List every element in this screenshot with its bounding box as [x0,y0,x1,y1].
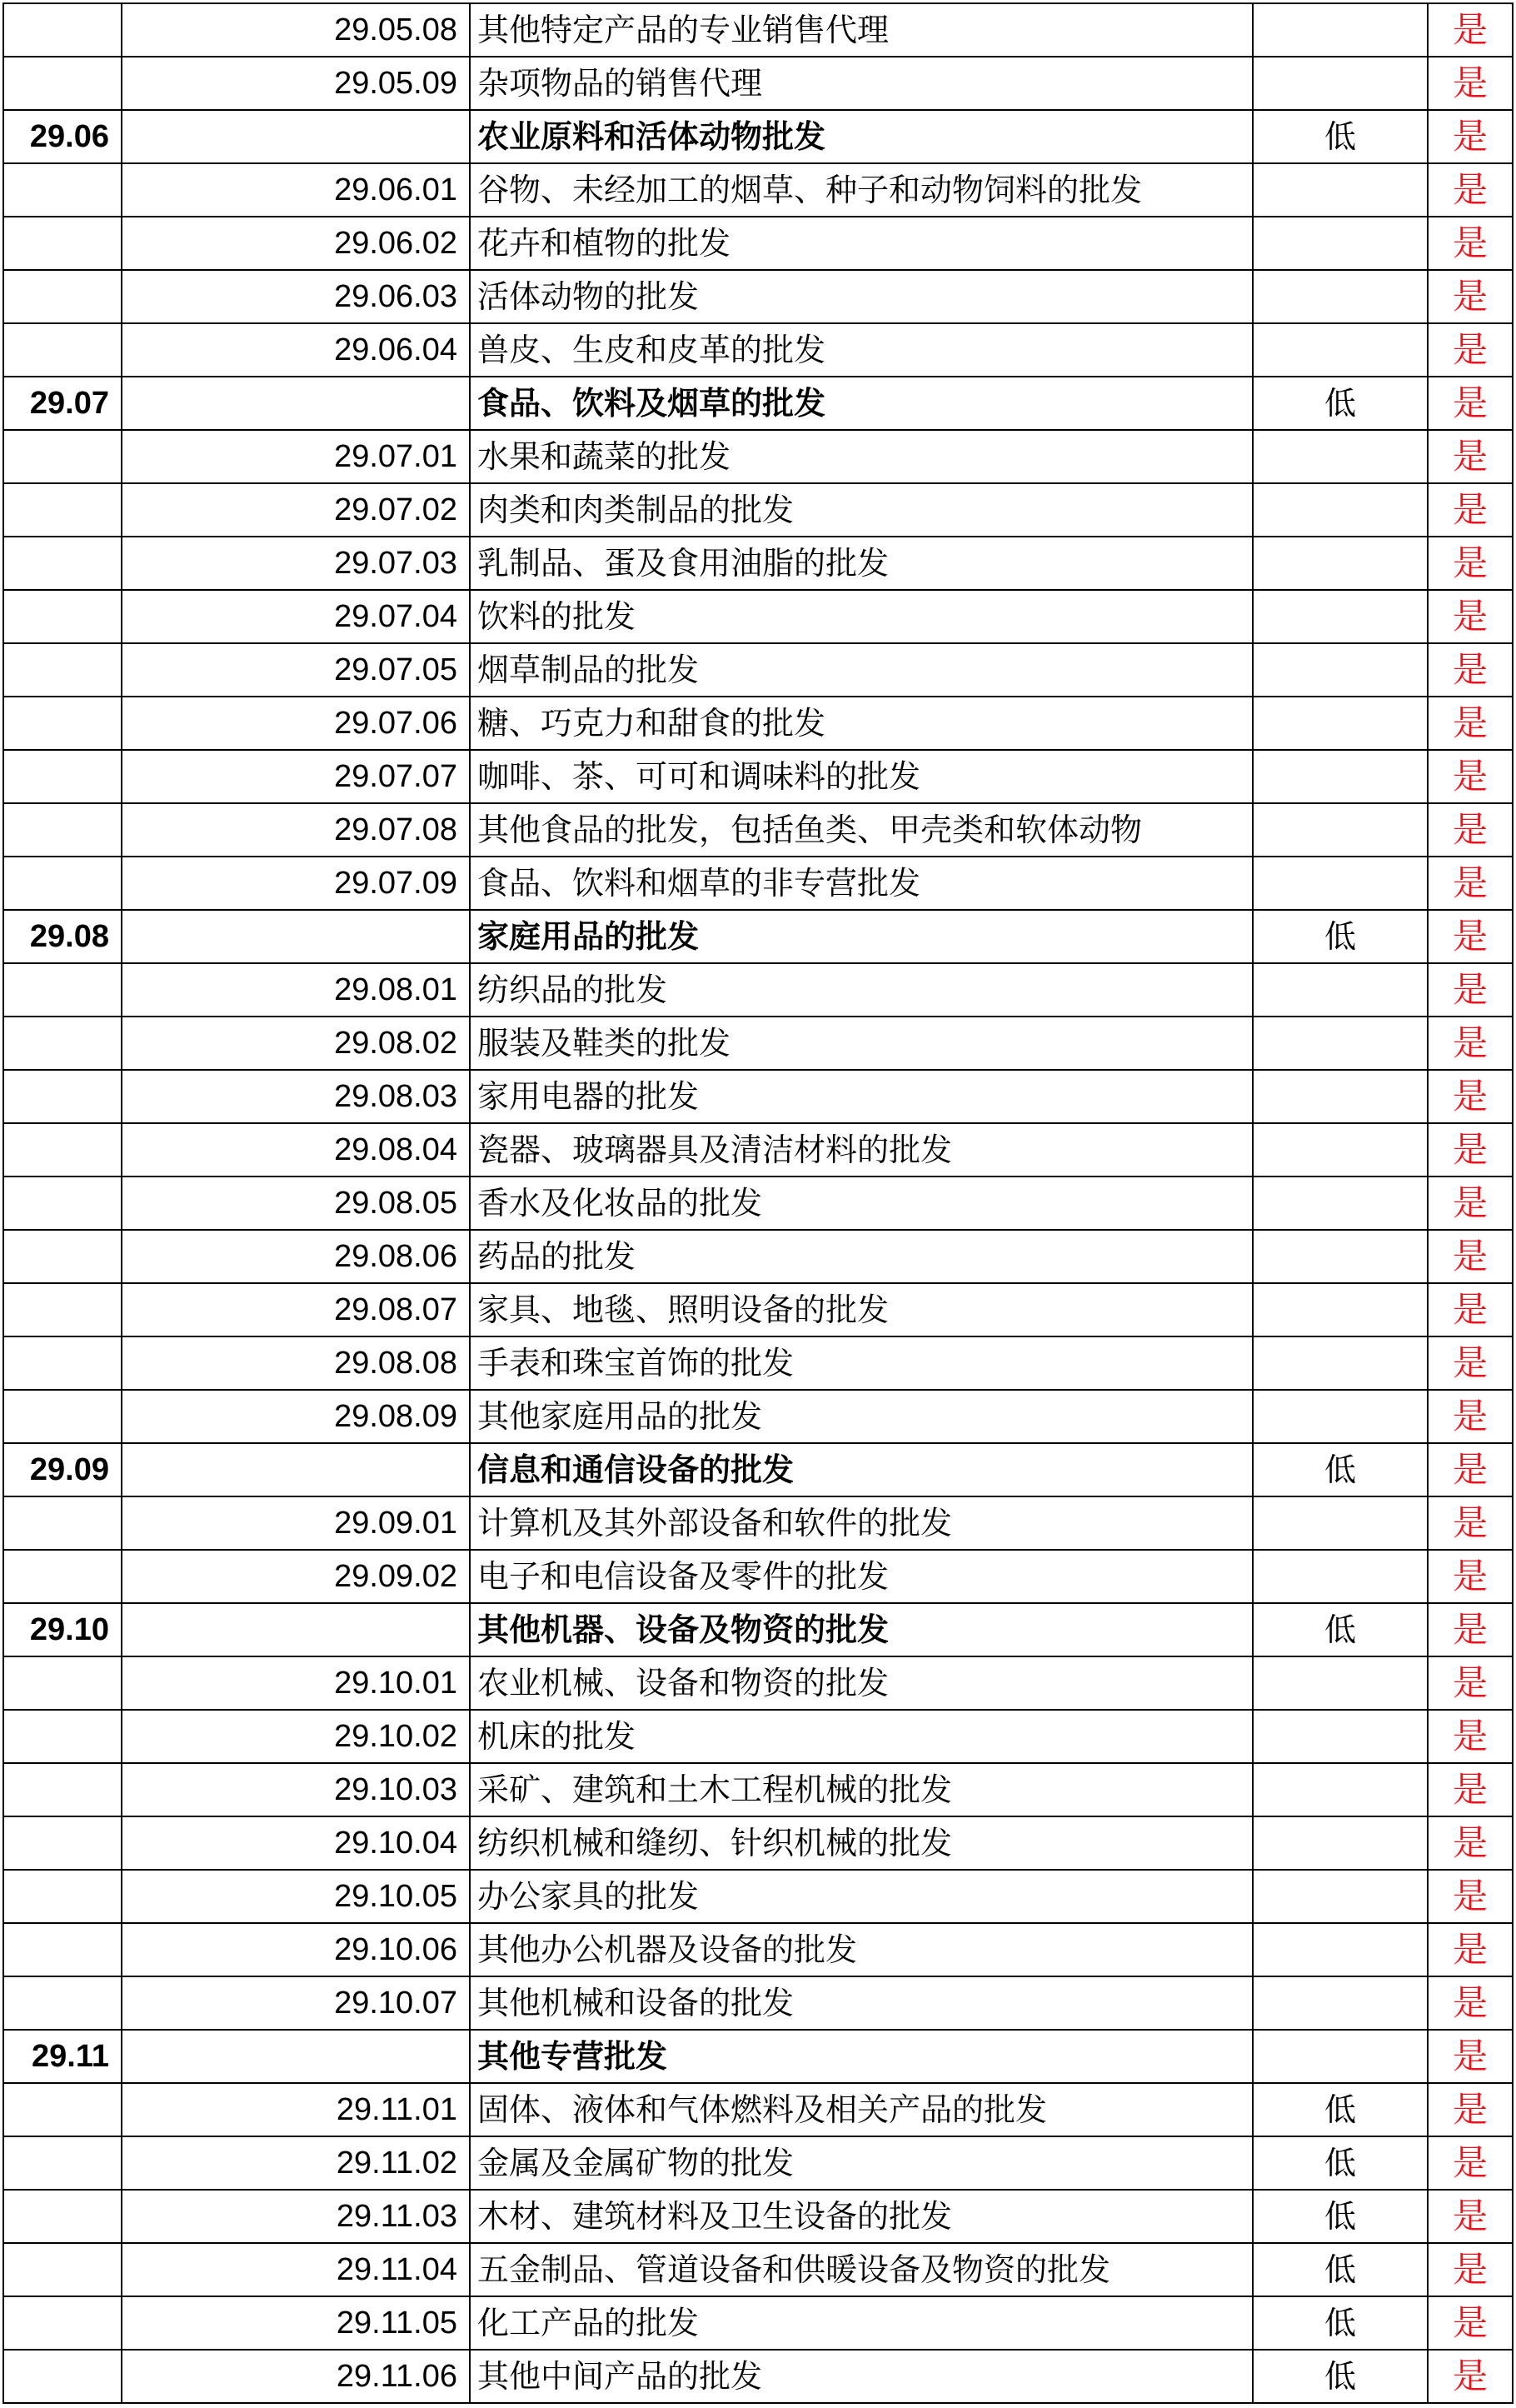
level-cell: 低 [1253,2296,1428,2350]
table-row [3,1336,1513,1390]
flag-cell: 是 [1428,1336,1513,1390]
sub-code-cell: 29.07.05 [122,643,470,697]
flag-cell: 是 [1428,1710,1513,1763]
sub-code-cell: 29.10.01 [122,1656,470,1710]
flag-cell: 是 [1428,857,1513,910]
sub-code-cell [122,1603,470,1656]
group-code-cell [3,1017,122,1070]
group-code-cell [3,1550,122,1603]
level-cell [1253,1390,1428,1443]
group-code-cell [3,1336,122,1390]
description-cell: 乳制品、蛋及食用油脂的批发 [470,537,1253,590]
group-code-cell [3,697,122,750]
group-code-cell [3,217,122,270]
level-cell: 低 [1253,377,1428,430]
flag-cell: 是 [1428,163,1513,217]
sub-code-cell: 29.11.01 [122,2083,470,2136]
sub-code-cell: 29.05.09 [122,57,470,110]
group-code-cell [3,1870,122,1923]
flag-cell: 是 [1428,2350,1513,2403]
description-cell: 家用电器的批发 [470,1070,1253,1123]
level-cell [1253,217,1428,270]
table-row [3,1496,1513,1550]
group-code-cell [3,643,122,697]
group-code-cell [3,163,122,217]
level-cell [1253,963,1428,1017]
level-cell: 低 [1253,1603,1428,1656]
flag-cell: 是 [1428,1443,1513,1496]
flag-cell: 是 [1428,2136,1513,2190]
group-code-cell [3,2243,122,2296]
description-cell: 其他机械和设备的批发 [470,1976,1253,2030]
description-cell: 采矿、建筑和土木工程机械的批发 [470,1763,1253,1816]
description-cell: 香水及化妆品的批发 [470,1177,1253,1230]
flag-cell: 是 [1428,1763,1513,1816]
description-cell: 糖、巧克力和甜食的批发 [470,697,1253,750]
flag-cell: 是 [1428,1283,1513,1336]
flag-cell: 是 [1428,537,1513,590]
group-code-cell [3,963,122,1017]
flag-cell: 是 [1428,1017,1513,1070]
table-row [3,963,1513,1017]
sub-code-cell: 29.10.07 [122,1976,470,2030]
flag-cell: 是 [1428,963,1513,1017]
description-cell: 信息和通信设备的批发 [470,1443,1253,1496]
sub-code-cell: 29.08.05 [122,1177,470,1230]
table-row [3,1763,1513,1816]
table-row [3,483,1513,537]
level-cell: 低 [1253,2190,1428,2243]
description-cell: 化工产品的批发 [470,2296,1253,2350]
description-cell: 烟草制品的批发 [470,643,1253,697]
group-code-cell [3,1816,122,1870]
description-cell: 谷物、未经加工的烟草、种子和动物饲料的批发 [470,163,1253,217]
level-cell [1253,57,1428,110]
group-code-cell [3,1923,122,1976]
group-code-cell [3,483,122,537]
table-row [3,2083,1513,2136]
table-row [3,1123,1513,1177]
group-code-cell [3,2296,122,2350]
description-cell: 办公家具的批发 [470,1870,1253,1923]
group-code-cell [3,1230,122,1283]
flag-cell: 是 [1428,1656,1513,1710]
sub-code-cell: 29.07.04 [122,590,470,643]
level-cell: 低 [1253,110,1428,163]
sub-code-cell: 29.07.02 [122,483,470,537]
sub-code-cell: 29.06.04 [122,323,470,377]
description-cell: 五金制品、管道设备和供暖设备及物资的批发 [470,2243,1253,2296]
level-cell [1253,430,1428,483]
table-row [3,1177,1513,1230]
description-cell: 其他中间产品的批发 [470,2350,1253,2403]
description-cell: 咖啡、茶、可可和调味料的批发 [470,750,1253,803]
flag-cell: 是 [1428,57,1513,110]
level-cell [1253,1870,1428,1923]
description-cell: 其他家庭用品的批发 [470,1390,1253,1443]
sub-code-cell: 29.09.02 [122,1550,470,1603]
level-cell [1253,590,1428,643]
table-row [3,430,1513,483]
description-cell: 其他机器、设备及物资的批发 [470,1603,1253,1656]
description-cell: 其他特定产品的专业销售代理 [470,3,1253,57]
description-cell: 农业原料和活体动物批发 [470,110,1253,163]
flag-cell: 是 [1428,1870,1513,1923]
description-cell: 饮料的批发 [470,590,1253,643]
sub-code-cell: 29.07.06 [122,697,470,750]
sub-code-cell: 29.10.02 [122,1710,470,1763]
description-cell: 水果和蔬菜的批发 [470,430,1253,483]
group-code-cell [3,803,122,857]
level-cell [1253,2030,1428,2083]
group-code-cell [3,1070,122,1123]
description-cell: 服装及鞋类的批发 [470,1017,1253,1070]
level-cell [1253,750,1428,803]
sub-code-cell [122,377,470,430]
group-code-cell [3,1710,122,1763]
description-cell: 兽皮、生皮和皮革的批发 [470,323,1253,377]
sub-code-cell: 29.07.08 [122,803,470,857]
group-code-cell [3,2136,122,2190]
flag-cell: 是 [1428,2083,1513,2136]
group-code-cell [3,1763,122,1816]
sub-code-cell: 29.11.02 [122,2136,470,2190]
table-row [3,110,1513,163]
group-code-cell [3,270,122,323]
level-cell [1253,537,1428,590]
table-row [3,1656,1513,1710]
group-code-cell [3,750,122,803]
description-cell: 手表和珠宝首饰的批发 [470,1336,1253,1390]
table-row [3,1017,1513,1070]
group-code-cell [3,3,122,57]
level-cell [1253,1123,1428,1177]
table-row [3,163,1513,217]
group-code-cell: 29.11 [3,2030,122,2083]
group-code-cell: 29.10 [3,1603,122,1656]
level-cell [1253,1177,1428,1230]
sub-code-cell: 29.08.09 [122,1390,470,1443]
sub-code-cell: 29.08.02 [122,1017,470,1070]
table-row [3,1923,1513,1976]
flag-cell: 是 [1428,2030,1513,2083]
level-cell: 低 [1253,2243,1428,2296]
group-code-cell [3,430,122,483]
level-cell [1253,270,1428,323]
description-cell: 瓷器、玻璃器具及清洁材料的批发 [470,1123,1253,1177]
group-code-cell [3,2190,122,2243]
sub-code-cell: 29.11.04 [122,2243,470,2296]
table-row [3,377,1513,430]
level-cell [1253,1550,1428,1603]
description-cell: 其他专营批发 [470,2030,1253,2083]
level-cell [1253,1710,1428,1763]
table-row [3,910,1513,963]
table-row [3,323,1513,377]
sub-code-cell: 29.06.03 [122,270,470,323]
table-body [3,3,1513,2403]
group-code-cell [3,57,122,110]
table-row [3,3,1513,57]
flag-cell: 是 [1428,1070,1513,1123]
group-code-cell [3,1656,122,1710]
group-code-cell [3,2350,122,2403]
flag-cell: 是 [1428,323,1513,377]
level-cell: 低 [1253,910,1428,963]
group-code-cell: 29.06 [3,110,122,163]
group-code-cell [3,2083,122,2136]
table-row [3,1976,1513,2030]
flag-cell: 是 [1428,270,1513,323]
group-code-cell [3,590,122,643]
flag-cell: 是 [1428,1230,1513,1283]
flag-cell: 是 [1428,3,1513,57]
table-row [3,57,1513,110]
flag-cell: 是 [1428,430,1513,483]
description-cell: 纺织机械和缝纫、针织机械的批发 [470,1816,1253,1870]
flag-cell: 是 [1428,590,1513,643]
group-code-cell [3,1283,122,1336]
flag-cell: 是 [1428,483,1513,537]
table-row [3,2243,1513,2296]
level-cell [1253,1496,1428,1550]
flag-cell: 是 [1428,110,1513,163]
group-code-cell [3,1976,122,2030]
description-cell: 木材、建筑材料及卫生设备的批发 [470,2190,1253,2243]
level-cell [1253,1763,1428,1816]
sub-code-cell: 29.11.06 [122,2350,470,2403]
sub-code-cell: 29.10.05 [122,1870,470,1923]
table-row [3,2030,1513,2083]
sub-code-cell [122,2030,470,2083]
group-code-cell [3,1123,122,1177]
sub-code-cell: 29.07.09 [122,857,470,910]
table-row [3,537,1513,590]
level-cell: 低 [1253,2136,1428,2190]
sub-code-cell: 29.11.05 [122,2296,470,2350]
sub-code-cell: 29.08.03 [122,1070,470,1123]
description-cell: 食品、饮料及烟草的批发 [470,377,1253,430]
flag-cell: 是 [1428,643,1513,697]
sub-code-cell: 29.08.07 [122,1283,470,1336]
description-cell: 农业机械、设备和物资的批发 [470,1656,1253,1710]
description-cell: 花卉和植物的批发 [470,217,1253,270]
description-cell: 家庭用品的批发 [470,910,1253,963]
sub-code-cell: 29.06.01 [122,163,470,217]
group-code-cell: 29.08 [3,910,122,963]
description-cell: 其他办公机器及设备的批发 [470,1923,1253,1976]
level-cell [1253,1283,1428,1336]
table-row [3,2350,1513,2403]
flag-cell: 是 [1428,1177,1513,1230]
sub-code-cell: 29.08.06 [122,1230,470,1283]
industry-code-table [2,2,1514,2404]
level-cell [1253,803,1428,857]
table-row [3,1550,1513,1603]
level-cell [1253,857,1428,910]
sub-code-cell [122,1443,470,1496]
group-code-cell [3,537,122,590]
sub-code-cell: 29.05.08 [122,3,470,57]
table-row [3,1283,1513,1336]
description-cell: 家具、地毯、照明设备的批发 [470,1283,1253,1336]
description-cell: 肉类和肉类制品的批发 [470,483,1253,537]
sub-code-cell: 29.07.01 [122,430,470,483]
flag-cell: 是 [1428,1923,1513,1976]
level-cell [1253,3,1428,57]
level-cell [1253,1923,1428,1976]
description-cell: 固体、液体和气体燃料及相关产品的批发 [470,2083,1253,2136]
table-row [3,857,1513,910]
table-row [3,2296,1513,2350]
level-cell [1253,1070,1428,1123]
table-row [3,590,1513,643]
flag-cell: 是 [1428,697,1513,750]
flag-cell: 是 [1428,1496,1513,1550]
description-cell: 其他食品的批发，包括鱼类、甲壳类和软体动物 [470,803,1253,857]
table-row [3,750,1513,803]
sub-code-cell [122,910,470,963]
level-cell: 低 [1253,1443,1428,1496]
description-cell: 药品的批发 [470,1230,1253,1283]
table-row [3,1710,1513,1763]
flag-cell: 是 [1428,1123,1513,1177]
sub-code-cell: 29.08.04 [122,1123,470,1177]
table-row [3,1070,1513,1123]
level-cell [1253,697,1428,750]
table-row [3,643,1513,697]
level-cell [1253,1017,1428,1070]
level-cell: 低 [1253,2083,1428,2136]
sub-code-cell [122,110,470,163]
level-cell [1253,1976,1428,2030]
flag-cell: 是 [1428,217,1513,270]
description-cell: 食品、饮料和烟草的非专营批发 [470,857,1253,910]
flag-cell: 是 [1428,750,1513,803]
flag-cell: 是 [1428,2243,1513,2296]
table-row [3,1390,1513,1443]
table-row [3,2136,1513,2190]
description-cell: 机床的批发 [470,1710,1253,1763]
table-row [3,803,1513,857]
group-code-cell: 29.09 [3,1443,122,1496]
flag-cell: 是 [1428,377,1513,430]
sub-code-cell: 29.06.02 [122,217,470,270]
sub-code-cell: 29.07.07 [122,750,470,803]
flag-cell: 是 [1428,1550,1513,1603]
flag-cell: 是 [1428,2296,1513,2350]
description-cell: 杂项物品的销售代理 [470,57,1253,110]
description-cell: 计算机及其外部设备和软件的批发 [470,1496,1253,1550]
sub-code-cell: 29.10.06 [122,1923,470,1976]
level-cell: 低 [1253,2350,1428,2403]
level-cell [1253,323,1428,377]
flag-cell: 是 [1428,1603,1513,1656]
description-cell: 活体动物的批发 [470,270,1253,323]
sub-code-cell: 29.08.08 [122,1336,470,1390]
group-code-cell [3,1390,122,1443]
table-row [3,217,1513,270]
sub-code-cell: 29.11.03 [122,2190,470,2243]
description-cell: 金属及金属矿物的批发 [470,2136,1253,2190]
table-row [3,1816,1513,1870]
description-cell: 电子和电信设备及零件的批发 [470,1550,1253,1603]
level-cell [1253,1656,1428,1710]
flag-cell: 是 [1428,2190,1513,2243]
level-cell [1253,1230,1428,1283]
level-cell [1253,483,1428,537]
sub-code-cell: 29.10.04 [122,1816,470,1870]
sub-code-cell: 29.08.01 [122,963,470,1017]
sub-code-cell: 29.10.03 [122,1763,470,1816]
flag-cell: 是 [1428,1816,1513,1870]
level-cell [1253,643,1428,697]
group-code-cell [3,1496,122,1550]
table-row [3,270,1513,323]
level-cell [1253,163,1428,217]
group-code-cell [3,1177,122,1230]
table-row [3,1230,1513,1283]
group-code-cell: 29.07 [3,377,122,430]
level-cell [1253,1336,1428,1390]
group-code-cell [3,323,122,377]
table-row [3,1603,1513,1656]
flag-cell: 是 [1428,910,1513,963]
table-row [3,1870,1513,1923]
table-row [3,2190,1513,2243]
flag-cell: 是 [1428,1390,1513,1443]
flag-cell: 是 [1428,803,1513,857]
table-row [3,1443,1513,1496]
table-row [3,697,1513,750]
level-cell [1253,1816,1428,1870]
sub-code-cell: 29.07.03 [122,537,470,590]
sub-code-cell: 29.09.01 [122,1496,470,1550]
flag-cell: 是 [1428,1976,1513,2030]
description-cell: 纺织品的批发 [470,963,1253,1017]
group-code-cell [3,857,122,910]
